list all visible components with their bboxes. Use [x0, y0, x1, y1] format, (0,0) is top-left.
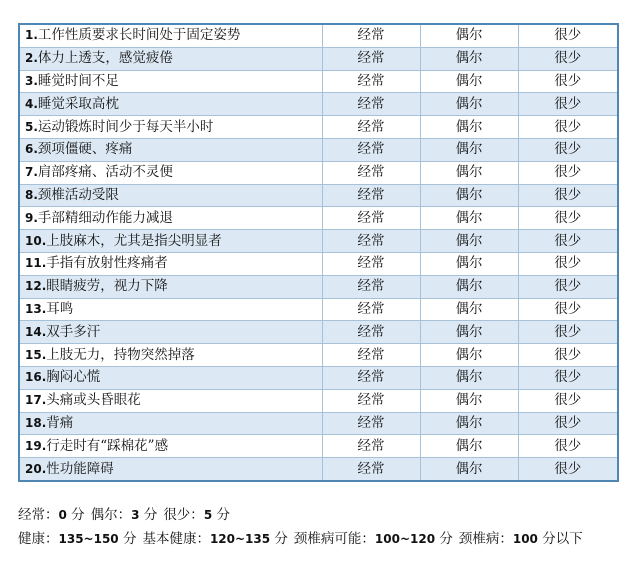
option-often-cell[interactable]: 经常 — [322, 344, 420, 367]
symptom-cell — [19, 389, 322, 412]
score-label: 颈椎病可能： — [293, 531, 375, 547]
item-number: 17. — [25, 393, 47, 408]
option-sometimes-cell[interactable]: 偶尔 — [420, 275, 518, 298]
option-rarely-cell[interactable]: 很少 — [518, 344, 618, 367]
option-rarely-cell[interactable]: 很少 — [518, 458, 618, 481]
item-text: 双手多汗 — [46, 323, 101, 340]
option-sometimes-cell[interactable]: 偶尔 — [420, 161, 518, 184]
option-often-cell[interactable]: 经常 — [322, 24, 420, 47]
item-number: 19. — [25, 438, 47, 453]
score-unit: 分 — [71, 507, 85, 523]
score-segment — [163, 507, 230, 523]
option-often-cell[interactable]: 经常 — [322, 161, 420, 184]
score-value: 3 — [131, 508, 140, 522]
table-row — [19, 24, 618, 47]
item-number: 15. — [25, 347, 47, 362]
item-text: 运动锻炼时间少于每天半小时 — [37, 118, 214, 135]
option-often-cell[interactable]: 经常 — [322, 275, 420, 298]
option-sometimes-cell[interactable]: 偶尔 — [420, 412, 518, 435]
option-rarely-cell[interactable]: 很少 — [518, 138, 618, 161]
symptom-cell — [19, 47, 322, 70]
score-segment — [18, 507, 85, 523]
score-unit: 分 — [274, 531, 288, 547]
table-row — [19, 435, 618, 458]
item-number: 8. — [25, 187, 38, 202]
option-often-cell[interactable]: 经常 — [322, 184, 420, 207]
option-sometimes-cell[interactable]: 偶尔 — [420, 116, 518, 139]
table-row — [19, 161, 618, 184]
score-label: 健康： — [18, 531, 59, 547]
points-line — [18, 503, 589, 527]
item-text: 上肢无力，持物突然掉落 — [46, 346, 195, 363]
option-sometimes-cell[interactable]: 偶尔 — [420, 70, 518, 93]
symptom-cell — [19, 70, 322, 93]
option-often-cell[interactable]: 经常 — [322, 207, 420, 230]
option-rarely-cell[interactable]: 很少 — [518, 70, 618, 93]
table-row — [19, 230, 618, 253]
table-row — [19, 138, 618, 161]
option-sometimes-cell[interactable]: 偶尔 — [420, 207, 518, 230]
option-often-cell[interactable]: 经常 — [322, 138, 420, 161]
option-sometimes-cell[interactable]: 偶尔 — [420, 458, 518, 481]
symptom-cell — [19, 138, 322, 161]
item-text: 工作性质要求长时间处于固定姿势 — [37, 27, 241, 44]
table-row — [19, 275, 618, 298]
option-often-cell[interactable]: 经常 — [322, 366, 420, 389]
item-number: 9. — [25, 210, 38, 225]
item-number: 1. — [25, 28, 38, 43]
option-sometimes-cell[interactable]: 偶尔 — [420, 24, 518, 47]
option-sometimes-cell[interactable]: 偶尔 — [420, 366, 518, 389]
symptom-cell — [19, 435, 322, 458]
item-number: 18. — [25, 415, 47, 430]
symptom-cell — [19, 161, 322, 184]
option-rarely-cell[interactable]: 很少 — [518, 116, 618, 139]
item-text: 肩部疼痛、活动不灵便 — [37, 164, 173, 181]
score-segment — [91, 507, 158, 523]
option-often-cell[interactable]: 经常 — [322, 93, 420, 116]
ranges-line — [18, 527, 589, 551]
score-label: 颈椎病： — [458, 531, 513, 547]
table-row — [19, 321, 618, 344]
item-text: 颈椎活动受限 — [37, 186, 119, 203]
score-unit: 分 — [143, 507, 158, 523]
option-rarely-cell[interactable]: 很少 — [518, 47, 618, 70]
table-row — [19, 458, 618, 481]
score-value: 0 — [58, 508, 67, 522]
option-sometimes-cell[interactable]: 偶尔 — [420, 321, 518, 344]
option-rarely-cell[interactable]: 很少 — [518, 298, 618, 321]
table-row — [19, 389, 618, 412]
item-text: 性功能障碍 — [46, 460, 114, 477]
item-number: 3. — [25, 73, 38, 88]
option-rarely-cell[interactable]: 很少 — [518, 321, 618, 344]
item-text: 颈项僵硬、疼痛 — [37, 141, 133, 158]
score-value: 120~135 — [209, 532, 271, 546]
option-sometimes-cell[interactable]: 偶尔 — [420, 389, 518, 412]
item-text: 胸闷心慌 — [46, 369, 101, 386]
score-label: 基本健康： — [142, 531, 210, 547]
option-often-cell[interactable]: 经常 — [322, 435, 420, 458]
option-rarely-cell[interactable]: 很少 — [518, 207, 618, 230]
score-label: 偶尔： — [90, 507, 132, 523]
score-value: 100~120 — [374, 532, 436, 546]
table-row — [19, 116, 618, 139]
option-rarely-cell[interactable]: 很少 — [518, 389, 618, 412]
option-rarely-cell[interactable]: 很少 — [518, 93, 618, 116]
item-number: 5. — [25, 119, 38, 134]
score-segment — [459, 531, 583, 547]
score-unit: 分 — [122, 531, 137, 547]
option-rarely-cell[interactable]: 很少 — [518, 161, 618, 184]
option-often-cell[interactable]: 经常 — [322, 116, 420, 139]
scoring-legend — [18, 503, 589, 551]
item-text: 耳鸣 — [46, 300, 74, 317]
option-often-cell[interactable]: 经常 — [322, 70, 420, 93]
item-text: 上肢麻木，尤其是指尖明显者 — [46, 232, 222, 249]
score-value: 5 — [203, 508, 213, 522]
score-unit: 分 — [439, 531, 453, 547]
item-text: 体力上透支，感觉疲倦 — [37, 50, 173, 67]
table-row — [19, 298, 618, 321]
table-row — [19, 344, 618, 367]
option-often-cell[interactable]: 经常 — [322, 389, 420, 412]
symptom-cell — [19, 458, 322, 481]
option-sometimes-cell[interactable]: 偶尔 — [420, 184, 518, 207]
item-text: 手部精细动作能力减退 — [37, 209, 173, 226]
option-often-cell[interactable]: 经常 — [322, 458, 420, 481]
option-rarely-cell[interactable]: 很少 — [518, 184, 618, 207]
option-sometimes-cell[interactable]: 偶尔 — [420, 93, 518, 116]
item-number: 6. — [25, 142, 38, 157]
option-rarely-cell[interactable]: 很少 — [518, 435, 618, 458]
item-text: 背痛 — [46, 414, 74, 431]
item-text: 眼睛疲劳，视力下降 — [46, 278, 168, 295]
item-text: 头痛或头昏眼花 — [46, 392, 141, 409]
option-often-cell[interactable]: 经常 — [322, 230, 420, 253]
item-text: 行走时有“踩棉花”感 — [46, 437, 169, 454]
score-unit: 分 — [216, 507, 230, 523]
item-number: 16. — [25, 370, 47, 385]
symptom-cell — [19, 93, 322, 116]
score-unit: 分以下 — [542, 531, 583, 547]
symptom-cell — [19, 412, 322, 435]
score-label: 经常： — [18, 507, 59, 523]
option-sometimes-cell[interactable]: 偶尔 — [420, 344, 518, 367]
symptom-cell — [19, 321, 322, 344]
symptom-cell — [19, 298, 322, 321]
symptom-cell — [19, 366, 322, 389]
item-number: 12. — [25, 279, 47, 294]
questionnaire-sheet — [18, 23, 617, 482]
symptom-cell — [19, 184, 322, 207]
option-sometimes-cell[interactable]: 偶尔 — [420, 298, 518, 321]
symptom-cell — [19, 230, 322, 253]
option-often-cell[interactable]: 经常 — [322, 252, 420, 275]
option-rarely-cell[interactable]: 很少 — [518, 366, 618, 389]
item-text: 睡觉采取高枕 — [37, 95, 119, 112]
table-row — [19, 412, 618, 435]
option-often-cell[interactable]: 经常 — [322, 412, 420, 435]
score-segment — [294, 531, 453, 547]
symptom-cell — [19, 116, 322, 139]
symptom-cell — [19, 24, 322, 47]
option-often-cell[interactable]: 经常 — [322, 298, 420, 321]
symptom-cell — [19, 344, 322, 367]
option-often-cell[interactable]: 经常 — [322, 47, 420, 70]
symptom-cell — [19, 207, 322, 230]
option-rarely-cell[interactable]: 很少 — [518, 24, 618, 47]
table-row — [19, 366, 618, 389]
symptom-table — [18, 23, 619, 482]
item-number: 2. — [25, 51, 38, 66]
table-row — [19, 207, 618, 230]
item-text: 手指有放射性疼痛者 — [46, 255, 168, 272]
score-segment — [18, 531, 136, 547]
item-number: 13. — [25, 301, 47, 316]
option-sometimes-cell[interactable]: 偶尔 — [420, 138, 518, 161]
option-rarely-cell[interactable]: 很少 — [518, 275, 618, 298]
option-rarely-cell[interactable]: 很少 — [518, 230, 618, 253]
item-number: 14. — [25, 324, 47, 339]
item-number: 4. — [25, 96, 38, 111]
option-rarely-cell[interactable]: 很少 — [518, 412, 618, 435]
option-rarely-cell[interactable]: 很少 — [518, 252, 618, 275]
table-row — [19, 70, 618, 93]
option-sometimes-cell[interactable]: 偶尔 — [420, 252, 518, 275]
table-row — [19, 184, 618, 207]
item-number: 11. — [25, 256, 47, 271]
score-value: 100 — [512, 532, 538, 546]
option-sometimes-cell[interactable]: 偶尔 — [420, 435, 518, 458]
score-label: 很少： — [163, 507, 204, 523]
item-number: 20. — [25, 461, 47, 476]
score-value: 135~150 — [58, 532, 119, 546]
symptom-cell — [19, 252, 322, 275]
option-often-cell[interactable]: 经常 — [322, 321, 420, 344]
item-number: 7. — [25, 165, 38, 180]
table-row — [19, 47, 618, 70]
table-row — [19, 93, 618, 116]
option-sometimes-cell[interactable]: 偶尔 — [420, 47, 518, 70]
item-text: 睡觉时间不足 — [37, 72, 119, 89]
option-sometimes-cell[interactable]: 偶尔 — [420, 230, 518, 253]
table-row — [19, 252, 618, 275]
item-number: 10. — [25, 233, 47, 248]
score-segment — [142, 531, 287, 547]
symptom-cell — [19, 275, 322, 298]
